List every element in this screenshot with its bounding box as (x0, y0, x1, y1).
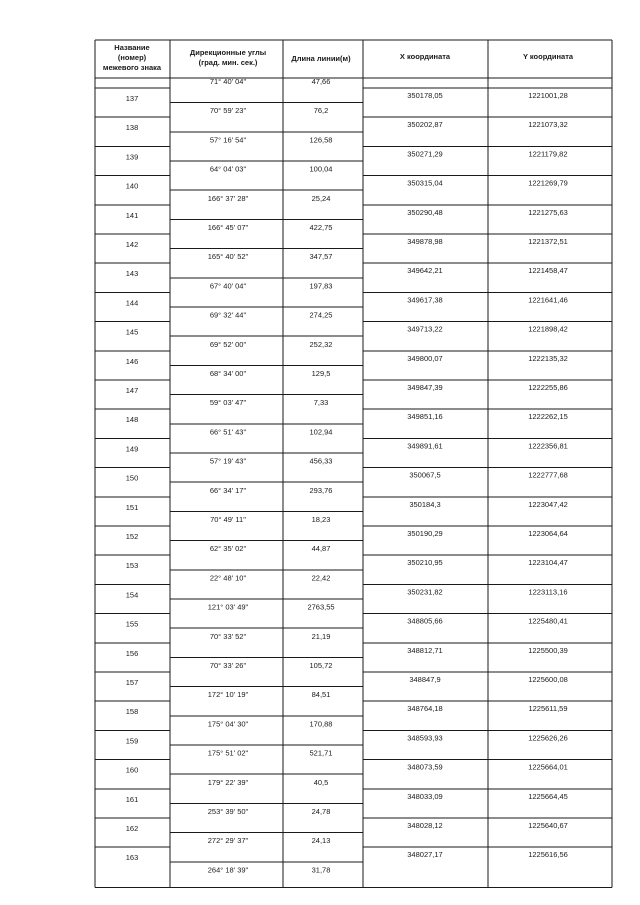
header-name-line-3: межевого знака (102, 63, 162, 72)
y-coordinate-cell: 1225626,26 (528, 733, 568, 743)
x-coordinate-cell: 348805,66 (407, 616, 443, 626)
direction-angle-cell: 166° 37' 28" (207, 193, 249, 203)
direction-angle-cell: 69° 32' 44" (209, 310, 247, 320)
table-grid (95, 40, 612, 887)
y-coordinate-cell: 1225616,56 (528, 850, 568, 860)
line-length-cell: 456,33 (309, 456, 333, 466)
y-coordinate-cell: 1223047,42 (528, 499, 568, 509)
line-length-cell: 100,04 (309, 164, 333, 174)
point-name-cell: 156 (125, 648, 139, 658)
point-name-cell: 139 (125, 152, 139, 162)
point-name-cell: 147 (125, 386, 139, 395)
point-name-cell: 140 (125, 181, 139, 191)
y-coordinate-cell: 1225480,41 (528, 616, 568, 626)
point-name-cell: 137 (125, 94, 139, 103)
y-coordinate-cell: 1222262,15 (528, 412, 568, 422)
direction-angle-cell: 67° 40' 04" (209, 281, 247, 291)
direction-angle-cell: 253° 39' 50" (207, 807, 249, 816)
line-length-cell: 31,78 (311, 865, 331, 875)
line-length-cell: 21,19 (311, 631, 331, 641)
x-coordinate-cell: 350315,04 (407, 178, 443, 188)
y-coordinate-cell: 1221001,28 (528, 91, 568, 100)
y-coordinate-cell: 1221458,47 (528, 266, 568, 276)
point-name-cell: 155 (125, 619, 139, 629)
point-name-cell: 162 (125, 824, 139, 833)
line-length-cell: 102,94 (309, 427, 333, 437)
y-coordinate-cell: 1222135,32 (528, 353, 568, 363)
point-name-cell: 152 (125, 532, 139, 541)
direction-angle-cell: 57° 19' 43" (209, 456, 247, 466)
x-coordinate-cell: 350271,29 (407, 149, 443, 159)
x-coordinate-cell: 349851,16 (407, 412, 443, 422)
y-coordinate-cell: 1222255,86 (528, 383, 568, 392)
point-name-cell: 144 (125, 298, 139, 308)
x-coordinate-cell: 348073,59 (407, 762, 443, 772)
direction-angle-cell: 70° 33' 26" (209, 661, 247, 670)
direction-angle-cell: 66° 51' 43" (209, 427, 247, 437)
x-coordinate-cell: 348812,71 (407, 645, 443, 655)
y-coordinate-cell: 1225640,67 (528, 821, 568, 830)
y-coordinate-cell: 1221898,42 (528, 324, 568, 334)
line-length-cell: 44,87 (311, 544, 331, 554)
x-coordinate-cell: 348028,12 (407, 821, 443, 830)
line-length-cell: 84,51 (311, 690, 331, 700)
direction-angle-cell: 59° 03' 47" (209, 398, 247, 408)
y-coordinate-cell: 1225500,39 (528, 645, 568, 655)
y-coordinate-cell: 1225600,08 (528, 675, 568, 684)
line-length-cell: 422,75 (309, 223, 333, 232)
header-angle-line-2: (град. мин. сек.) (198, 58, 258, 67)
x-coordinate-cell: 348764,18 (407, 704, 443, 714)
direction-angle-cell: 64° 04' 03" (209, 164, 247, 174)
point-name-cell: 142 (125, 240, 139, 249)
x-coordinate-cell: 349713,22 (407, 324, 443, 334)
direction-angle-cell: 166° 45' 07" (207, 223, 249, 232)
direction-angle-cell: 165° 40' 52" (207, 252, 249, 262)
direction-angle-cell: 70° 49' 11" (210, 515, 246, 524)
line-length-cell: 197,83 (309, 281, 333, 291)
y-coordinate-cell: 1225664,01 (528, 762, 568, 772)
header-name-line-2: (номер) (117, 53, 147, 62)
y-coordinate-cell: 1222777,68 (528, 470, 568, 480)
direction-angle-cell: 70° 33' 52" (209, 631, 247, 641)
x-coordinate-cell: 350178,05 (407, 91, 443, 100)
line-length-cell: 22,42 (311, 573, 331, 583)
line-length-cell: 7,33 (313, 398, 329, 408)
direction-angle-cell: 66° 34' 17" (209, 485, 247, 495)
x-coordinate-cell: 349891,61 (407, 441, 443, 451)
line-length-cell: 129,5 (311, 369, 331, 378)
direction-angle-cell: 68° 34' 00" (209, 369, 247, 378)
x-coordinate-cell: 348593,93 (407, 733, 443, 743)
y-coordinate-cell: 1221372,51 (528, 237, 568, 246)
point-name-cell: 163 (125, 853, 139, 863)
direction-angle-cell: 264° 18' 39" (207, 865, 249, 875)
line-length-cell: 521,71 (309, 748, 333, 758)
line-length-cell: 24,78 (311, 807, 331, 816)
y-coordinate-cell: 1221275,63 (528, 207, 568, 217)
direction-angle-cell: 175° 04' 30" (207, 719, 249, 729)
x-coordinate-cell: 350067,5 (409, 470, 441, 480)
direction-angle-cell: 272° 29' 37" (207, 836, 249, 846)
y-coordinate-cell: 1223104,47 (528, 558, 568, 568)
direction-angle-cell: 22° 48' 10" (209, 573, 247, 583)
y-coordinate-cell: 1223113,16 (528, 587, 568, 597)
direction-angle-cell: 71° 40' 04" (209, 77, 247, 86)
point-name-cell: 151 (125, 502, 139, 512)
point-name-cell: 154 (125, 590, 139, 600)
line-length-cell: 24,13 (311, 836, 331, 846)
point-name-cell: 141 (125, 210, 139, 220)
x-coordinate-cell: 350210,95 (407, 558, 443, 568)
header-angle-line-1: Дирекционные углы (189, 48, 267, 57)
point-name-cell: 146 (125, 356, 139, 366)
line-length-cell: 2763,55 (307, 602, 335, 612)
x-coordinate-cell: 350202,87 (407, 120, 443, 130)
point-name-cell: 145 (125, 327, 139, 337)
direction-angle-cell: 121° 03' 49" (207, 602, 249, 612)
line-length-cell: 170,88 (309, 719, 333, 729)
x-coordinate-cell: 348847,9 (409, 675, 441, 684)
point-name-cell: 149 (125, 444, 139, 454)
direction-angle-cell: 57° 16' 54" (209, 135, 247, 145)
line-length-cell: 347,57 (309, 252, 333, 262)
x-coordinate-cell: 350190,29 (407, 529, 443, 538)
y-coordinate-cell: 1221179,82 (528, 149, 568, 159)
y-coordinate-cell: 1221073,32 (528, 120, 568, 130)
direction-angle-cell: 175° 51' 02" (207, 748, 249, 758)
x-coordinate-cell: 348033,09 (407, 791, 443, 801)
header-y: Y координата (522, 52, 574, 61)
table-body (126, 77, 568, 874)
x-coordinate-cell: 348027,17 (407, 850, 443, 860)
point-name-cell: 143 (125, 269, 139, 279)
x-coordinate-cell: 349878,98 (407, 237, 443, 246)
line-length-cell: 252,32 (309, 339, 333, 349)
point-name-cell: 138 (125, 123, 139, 133)
x-coordinate-cell: 350231,82 (407, 587, 443, 597)
line-length-cell: 105,72 (309, 661, 333, 670)
direction-angle-cell: 69° 52' 00" (209, 339, 247, 349)
x-coordinate-cell: 349847,39 (407, 383, 443, 392)
table-header (103, 43, 574, 72)
direction-angle-cell: 172° 10' 19" (207, 690, 249, 700)
x-coordinate-cell: 349800,07 (407, 353, 443, 363)
y-coordinate-cell: 1223064,64 (528, 529, 568, 538)
point-name-cell: 159 (125, 736, 139, 746)
line-length-cell: 293,76 (309, 485, 333, 495)
point-name-cell: 160 (125, 765, 139, 775)
header-x: X координата (399, 52, 451, 61)
x-coordinate-cell: 350290,48 (407, 207, 443, 217)
point-name-cell: 150 (125, 473, 139, 483)
header-length: Длина линии(м) (291, 54, 351, 63)
point-name-cell: 158 (125, 707, 139, 717)
direction-angle-cell: 62° 35' 02" (209, 544, 247, 554)
line-length-cell: 274,25 (309, 310, 333, 320)
line-length-cell: 76,2 (313, 106, 329, 116)
line-length-cell: 126,58 (309, 135, 333, 145)
line-length-cell: 47,66 (311, 77, 331, 86)
line-length-cell: 40,5 (313, 777, 329, 787)
y-coordinate-cell: 1225664,45 (528, 791, 568, 801)
direction-angle-cell: 179° 22' 39" (207, 777, 249, 787)
y-coordinate-cell: 1222356,81 (528, 441, 568, 451)
x-coordinate-cell: 350184,3 (409, 499, 441, 509)
point-name-cell: 161 (125, 794, 139, 804)
line-length-cell: 18,23 (311, 515, 331, 524)
header-name-line-1: Название (114, 43, 150, 52)
point-name-cell: 153 (125, 561, 139, 571)
y-coordinate-cell: 1221641,46 (528, 295, 568, 305)
y-coordinate-cell: 1221269,79 (528, 178, 568, 188)
point-name-cell: 148 (125, 415, 139, 425)
x-coordinate-cell: 349642,21 (407, 266, 443, 276)
point-name-cell: 157 (125, 678, 139, 687)
y-coordinate-cell: 1225611,59 (528, 704, 568, 714)
direction-angle-cell: 70° 59' 23" (209, 106, 247, 116)
line-length-cell: 25,24 (311, 193, 331, 203)
x-coordinate-cell: 349617,38 (407, 295, 443, 305)
